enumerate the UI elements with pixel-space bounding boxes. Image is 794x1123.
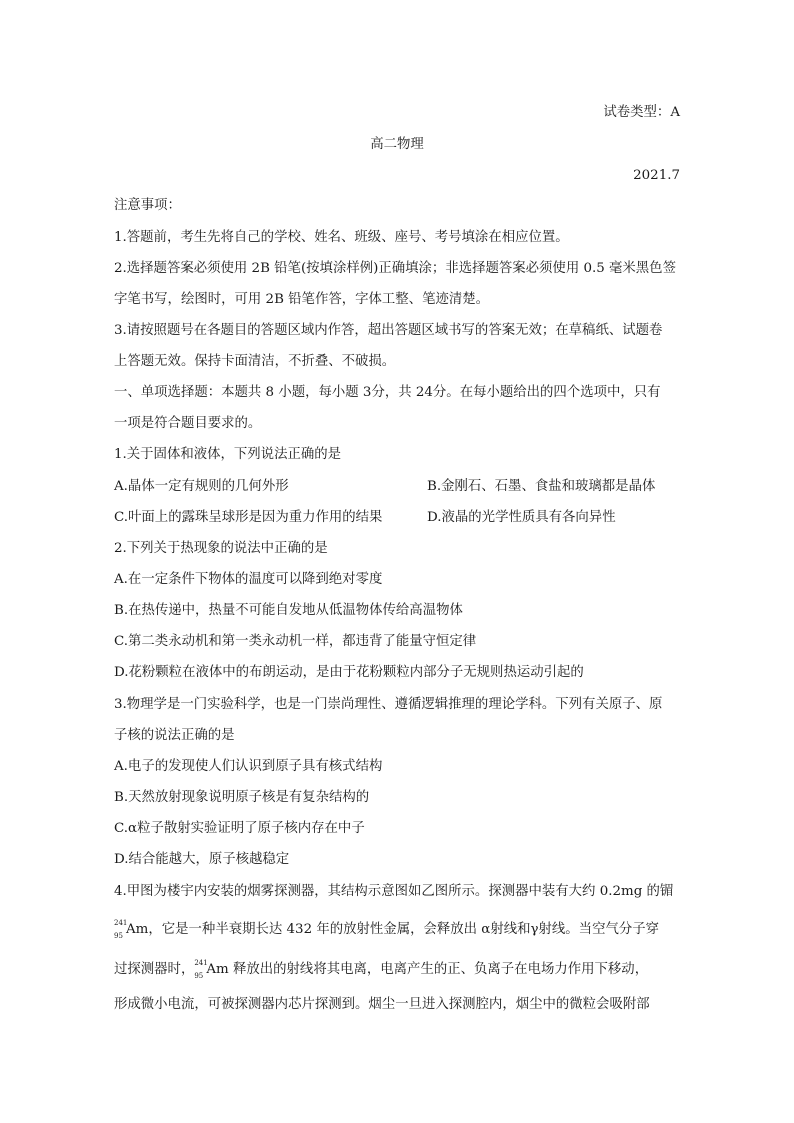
isotope-symbol: Am [126, 922, 149, 937]
notes-heading: 注意事项： [114, 198, 181, 213]
question-3-option-b: B.天然放射现象说明原子核是有复杂结构的 [114, 790, 370, 805]
question-4-line-3-text: 释放出的射线将其电离，电离产生的正、负离子在电场力作用下移动， [228, 962, 649, 977]
section-1-heading-line-2: 一项是符合题目要求的。 [114, 416, 262, 431]
note-item-2-line-1: 2.选择题答案必须使用 2B 铅笔(按填涂样例)正确填涂；非选择题答案必须使用 0.5 毫米黑色签 [114, 261, 676, 276]
americium-isotope-prefix [194, 959, 208, 980]
question-1-option-d: D.液晶的光学性质具有各向异性 [427, 510, 616, 525]
question-4-line-3 [114, 960, 648, 979]
question-2-option-a: A.在一定条件下物体的温度可以降到绝对零度 [114, 572, 383, 587]
question-3-option-d: D.结合能越大，原子核越稳定 [114, 852, 290, 867]
isotope-atomic-number: 95 [194, 972, 204, 980]
note-item-3-line-1: 3.请按照题号在各题目的答题区域内作答，超出答题区域书写的答案无效；在草稿纸、试题卷 [114, 323, 663, 338]
isotope-mass-number: 241 [114, 919, 128, 927]
question-3-option-a: A.电子的发现使人们认识到原子具有核式结构 [114, 759, 383, 774]
exam-date: 2021.7 [633, 168, 680, 183]
question-3-stem-line-1: 3.物理学是一门实验科学，也是一门崇尚理性、遵循逻辑推理的理论学科。下列有关原子、原 [114, 697, 663, 712]
question-4-line-3-start: 过探测器时， [114, 962, 195, 977]
isotope-symbol: Am [206, 962, 229, 977]
question-3-stem-line-2: 子核的说法正确的是 [114, 728, 235, 743]
question-4-line-2-text: ，它是一种半衰期长达 432 年的放射性金属，会释放出 α射线和γ射线。当空气分子穿 [148, 922, 660, 937]
note-item-1: 1.答题前，考生先将自己的学校、姓名、班级、座号、考号填涂在相应位置。 [114, 230, 569, 245]
section-1-heading-line-1: 一、单项选择题：本题共 8 小题，每小题 3分，共 24分。在每小题给出的四个选项中，只有 [114, 385, 661, 400]
note-item-2-line-2: 字笔书写，绘图时，可用 2B 铅笔作答，字体工整、笔迹清楚。 [114, 292, 490, 307]
page-title: 高二物理 [370, 137, 424, 152]
question-1-option-c: C.叶面上的露珠呈球形是因为重力作用的结果 [114, 510, 383, 525]
question-2-stem: 2.下列关于热现象的说法中正确的是 [114, 541, 328, 556]
americium-isotope-prefix [114, 919, 128, 940]
question-2-option-d: D.花粉颗粒在液体中的布朗运动，是由于花粉颗粒内部分子无规则热运动引起的 [114, 665, 584, 680]
question-4-line-1: 4.甲图为楼宇内安装的烟雾探测器，其结构示意图如乙图所示。探测器中装有大约 0.2mg 的镅 [114, 884, 674, 899]
question-1-stem: 1.关于固体和液体，下列说法正确的是 [114, 447, 342, 462]
question-1-option-b: B.金刚石、石墨、食盐和玻璃都是晶体 [427, 479, 656, 494]
question-2-option-b: B.在热传递中，热量不可能自发地从低温物体传给高温物体 [114, 603, 463, 618]
question-1-option-a: A.晶体一定有规则的几何外形 [114, 479, 289, 494]
question-3-option-c: C.α粒子散射实验证明了原子核内存在中子 [114, 821, 365, 836]
paper-type-label: 试卷类型：A [603, 105, 680, 120]
isotope-mass-number: 241 [194, 959, 208, 967]
question-2-option-c: C.第二类永动机和第一类永动机一样，都违背了能量守恒定律 [114, 634, 477, 649]
note-item-3-line-2: 上答题无效。保持卡面清洁，不折叠、不破损。 [114, 354, 396, 369]
question-4-line-2 [114, 920, 659, 939]
isotope-atomic-number: 95 [114, 932, 123, 940]
question-4-line-4: 形成微小电流，可被探测器内芯片探测到。烟尘一旦进入探测腔内，烟尘中的微粒会吸附部 [114, 997, 650, 1012]
